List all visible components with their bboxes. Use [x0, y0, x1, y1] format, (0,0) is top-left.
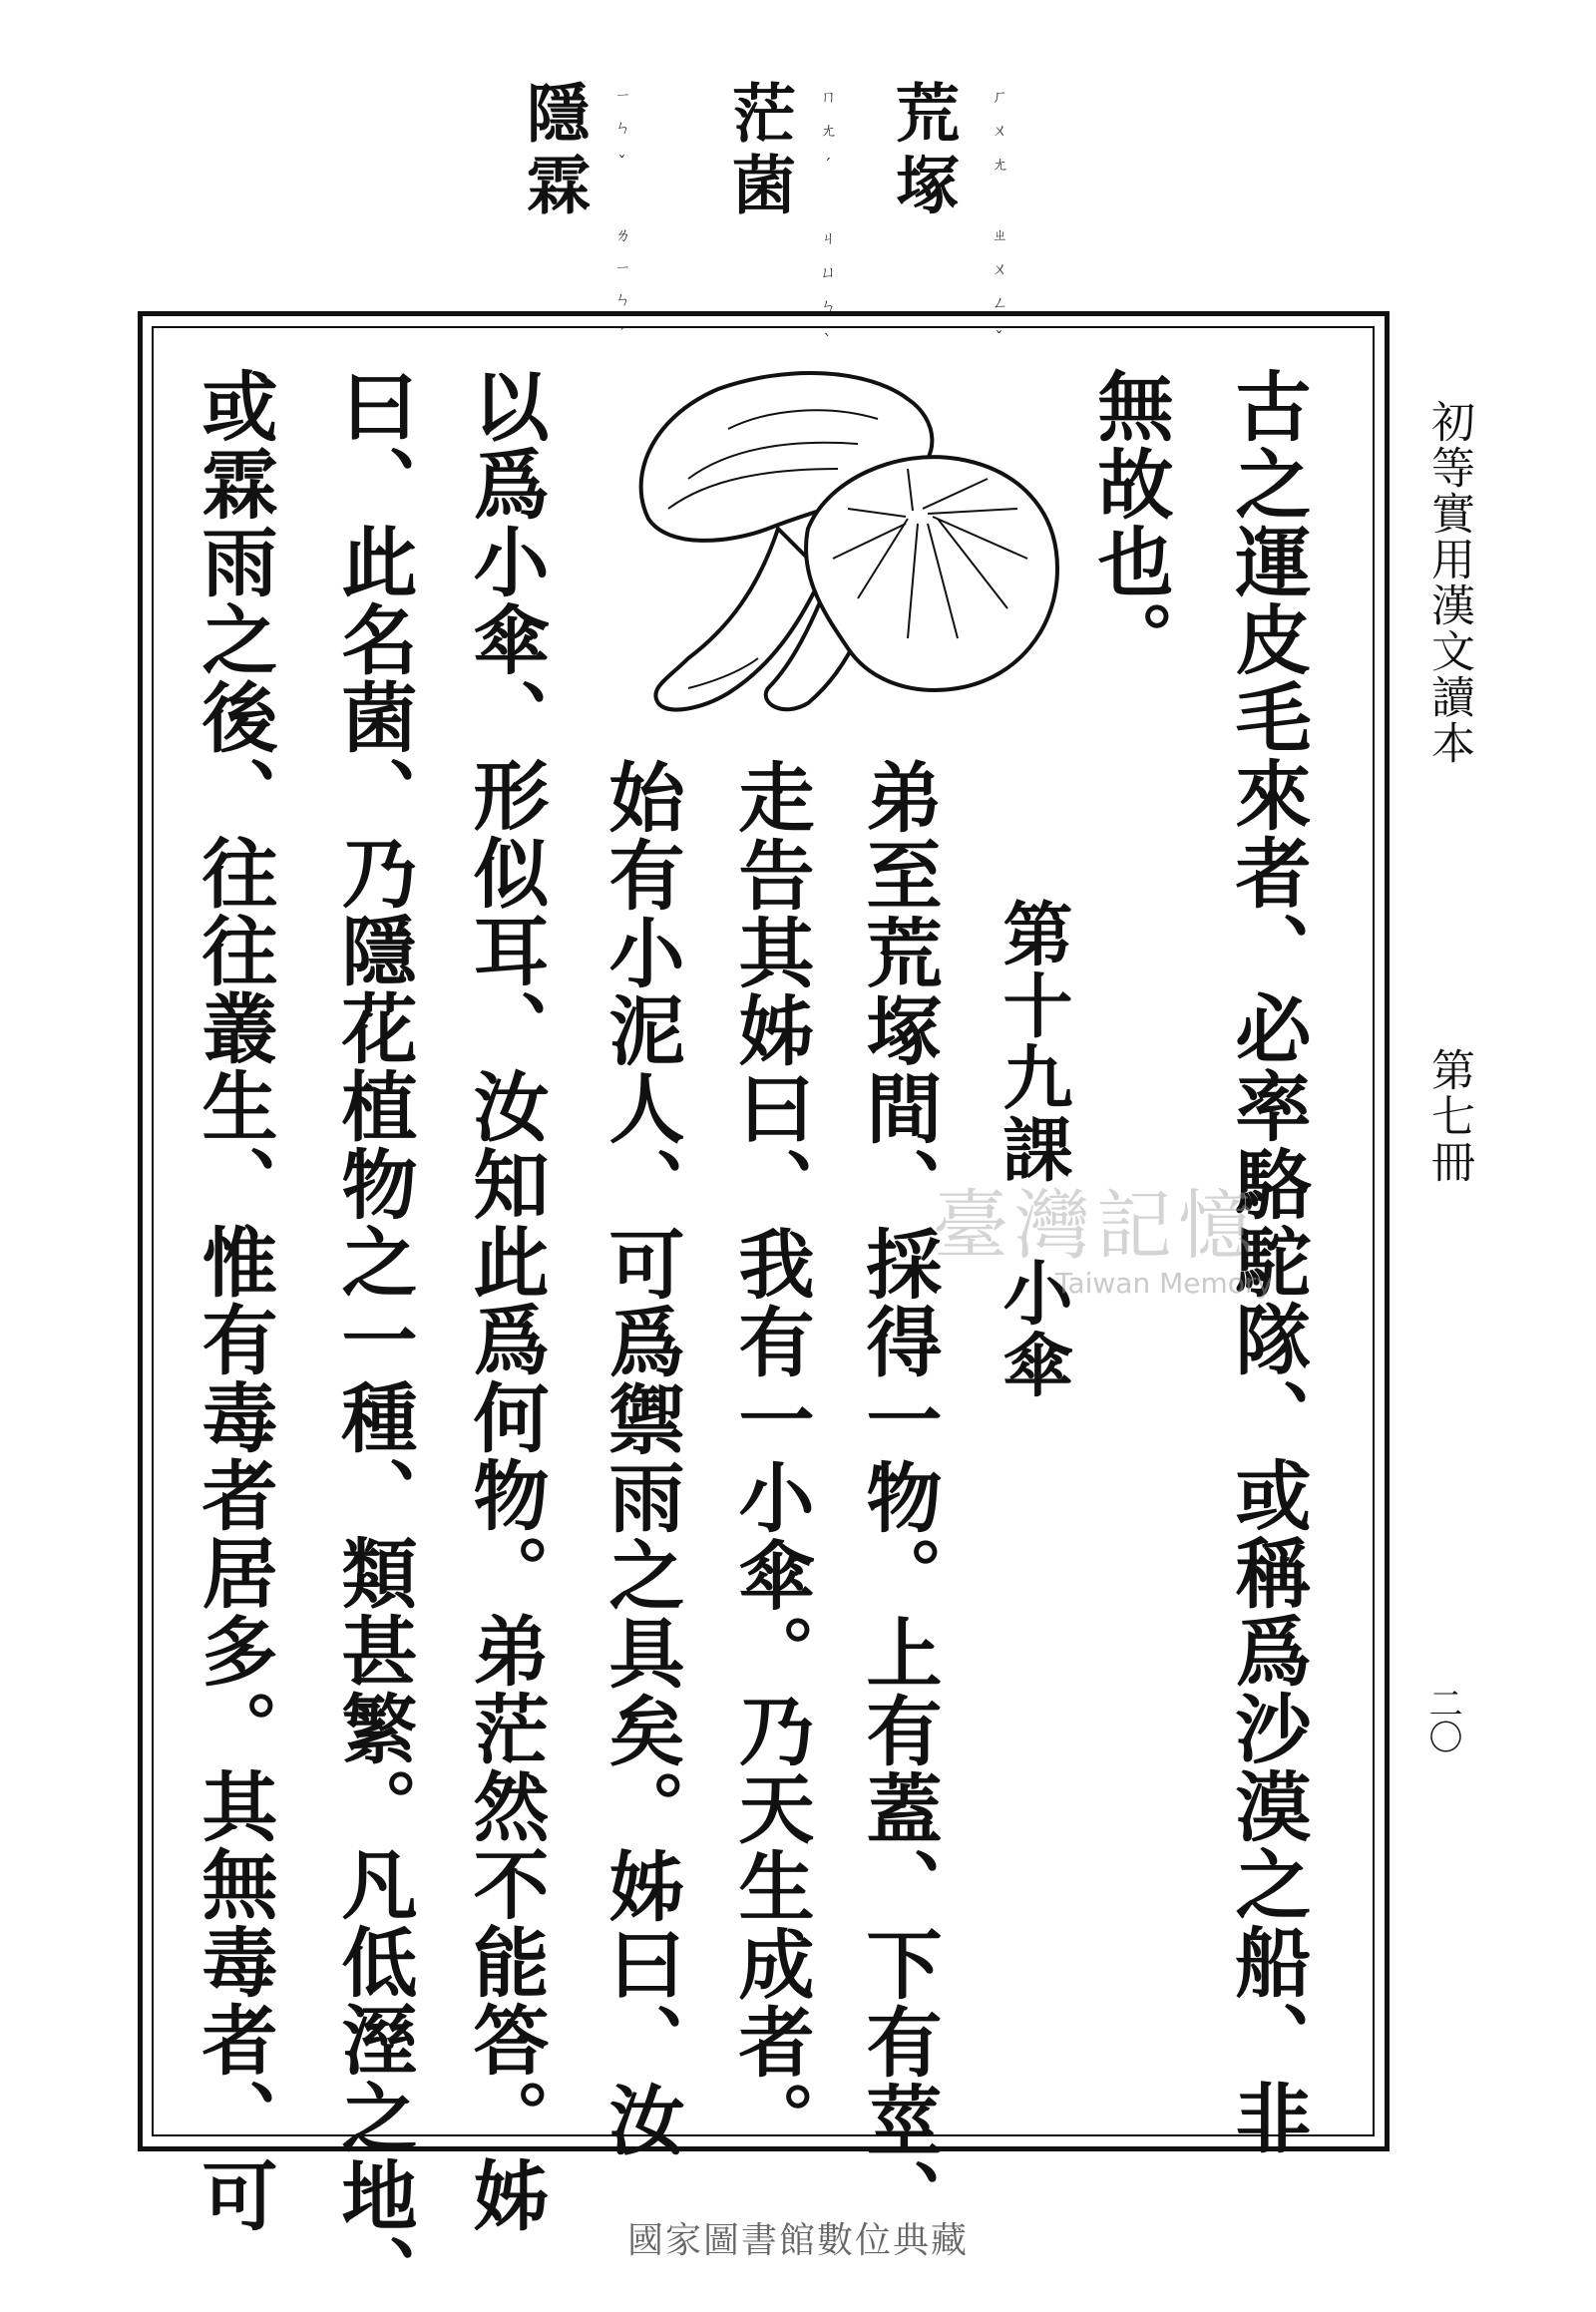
- book-title: 初等實用漢文讀本: [1423, 399, 1474, 766]
- text-column: 走告其姊曰、我有一小傘。乃天生成者。: [726, 758, 815, 2158]
- text-column: 古之運皮毛來者、必率駱駝隊、或稱爲沙漠之船、非: [1223, 367, 1312, 2156]
- footer-credit: 國家圖書館數位典藏: [626, 2220, 969, 2261]
- vocab-word-2: 茫菌: [721, 80, 796, 223]
- vocab-reading-2: ㄇㄤˊ ㄐㄩㄣˋ: [818, 88, 837, 368]
- page-number: 二〇: [1422, 1686, 1462, 1753]
- text-column: 以爲小傘、形似耳、汝知此爲何物。弟茫然不能答。姊: [461, 367, 550, 2234]
- vocab-reading-1: ㄏㄨㄤ ㄓㄨㄥˇ: [990, 88, 1008, 365]
- text-column: 無故也。: [1085, 367, 1174, 678]
- lesson-title: 第十九課 小傘: [992, 898, 1074, 1400]
- watermark-main: 臺灣記憶: [933, 1181, 1260, 1270]
- mushroom-illustration-icon: [608, 359, 1077, 738]
- vocab-word-3: 隱霖: [516, 80, 591, 223]
- text-column: 曰、此名菌、乃隱花植物之一種、類甚繁。凡低溼之地、: [329, 367, 418, 2312]
- watermark-sub: Taiwan Memory: [1055, 1267, 1273, 1300]
- vocab-word-1: 荒塚: [885, 80, 960, 223]
- text-column: 始有小泥人、可爲禦雨之具矣。姊曰、汝: [597, 758, 685, 2158]
- text-column: 弟至荒塚間、採得一物。上有蓋、下有莖、: [854, 758, 943, 2236]
- text-column: 或霖雨之後、往往叢生、惟有毒者居多。其無毒者、可: [190, 367, 278, 2234]
- vocab-reading-3: ㄧㄣˇ ㄌㄧㄣˊ: [612, 88, 631, 362]
- volume-label: 第七冊: [1423, 1047, 1474, 1185]
